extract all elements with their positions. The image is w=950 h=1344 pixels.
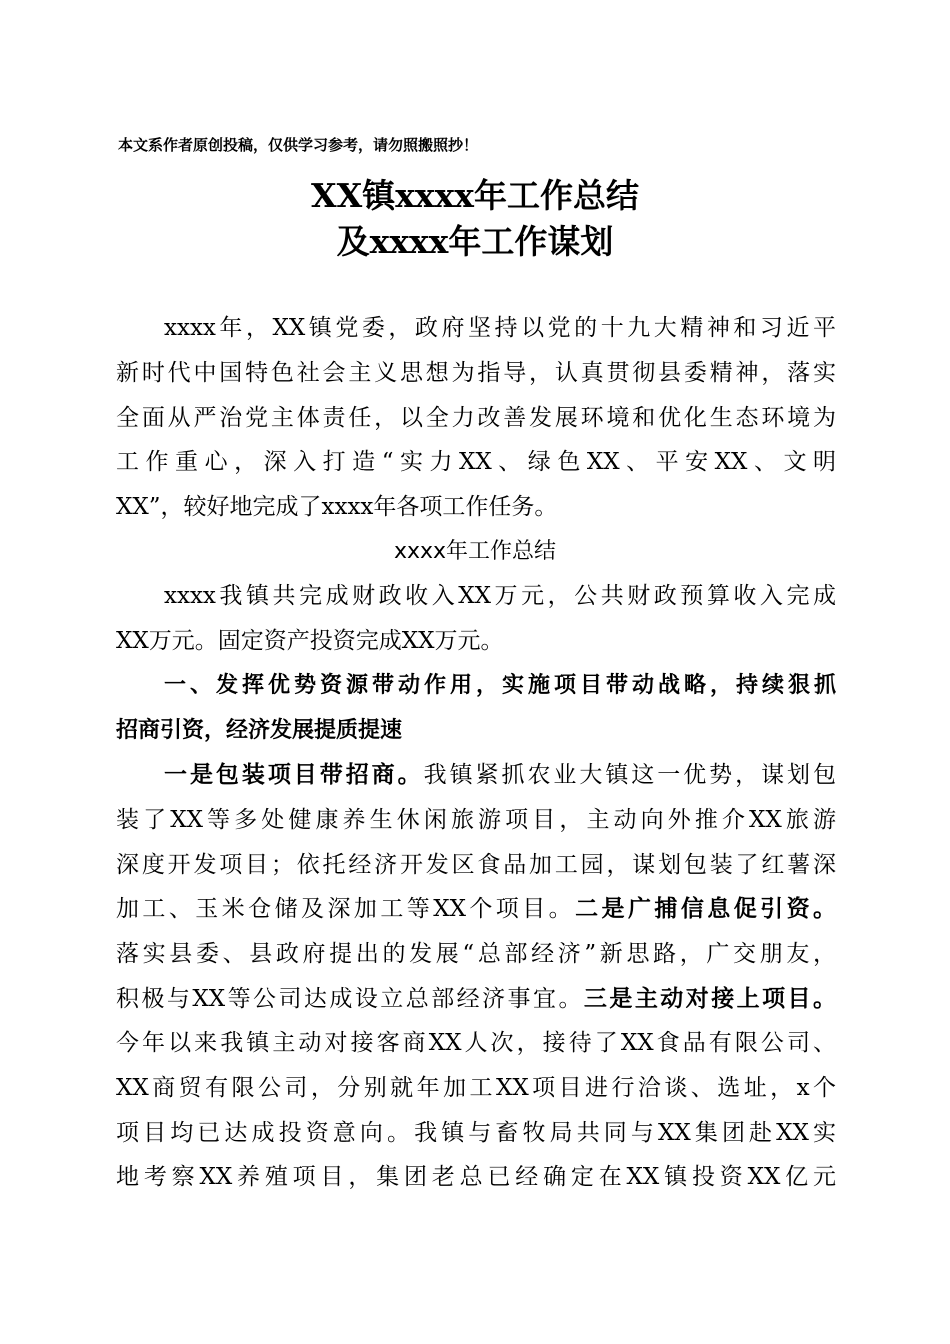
intro-paragraph-line: 工作重心，深入打造“实力XX、绿色XX、平安XX、文明 bbox=[116, 449, 836, 475]
intro-paragraph-line: 全面从严治党主体责任，以全力改善发展环境和优化生态环境为 bbox=[116, 405, 836, 431]
body-paragraph-line: XX商贸有限公司，分别就年加工XX项目进行洽谈、选址，x个 bbox=[116, 1075, 836, 1101]
subheading-one-line: 一、发挥优势资源带动作用，实施项目带动战略，持续狠抓 bbox=[164, 673, 836, 698]
body-paragraph-line: 地考察XX养殖项目，集团老总已经确定在XX镇投资XX亿元 bbox=[116, 1164, 836, 1190]
bold-lead-phrase: 二是广捕信息促引资。 bbox=[575, 895, 837, 922]
summary-paragraph-line: XX万元。固定资产投资完成XX万元。 bbox=[116, 628, 504, 654]
body-paragraph-line: 装了XX等多处健康养生休闲旅游项目，主动向外推介XX旅游 bbox=[116, 807, 836, 833]
body-paragraph-line bbox=[164, 760, 836, 790]
body-paragraph-line: 项目均已达成投资意向。我镇与畜牧局共同与XX集团赴XX实 bbox=[116, 1120, 836, 1146]
bold-lead-phrase: 一是包装项目带招商。 bbox=[164, 761, 424, 788]
body-paragraph-line: 今年以来我镇主动对接客商XX人次，接待了XX食品有限公司、 bbox=[116, 1030, 836, 1056]
section-heading: xxxx年工作总结 bbox=[393, 539, 557, 564]
intro-paragraph-line: XX”，较好地完成了xxxx年各项工作任务。 bbox=[116, 494, 558, 520]
document-title-line-1: XX镇xxxx年工作总结 bbox=[311, 176, 639, 215]
body-paragraph-line bbox=[116, 984, 836, 1014]
copyright-notice: 本文系作者原创投稿，仅供学习参考，请勿照搬照抄！ bbox=[118, 136, 479, 154]
body-text: 我镇紧抓农业大镇这一优势，谋划包 bbox=[423, 762, 837, 788]
body-paragraph-line bbox=[116, 894, 836, 924]
bold-lead-phrase: 三是主动对接上项目。 bbox=[583, 985, 837, 1012]
body-text: 积极与XX等公司达成设立总部经济事宜。 bbox=[116, 986, 584, 1012]
body-text: 加工、玉米仓储及深加工等XX个项目。 bbox=[116, 896, 576, 922]
intro-paragraph-line: xxxx年，XX镇党委，政府坚持以党的十九大精神和习近平 bbox=[164, 315, 836, 341]
body-paragraph-line: 落实县委、县政府提出的发展“总部经济”新思路，广交朋友， bbox=[116, 941, 836, 967]
intro-paragraph-line: 新时代中国特色社会主义思想为指导，认真贯彻县委精神，落实 bbox=[116, 360, 836, 386]
summary-paragraph-line: xxxx我镇共完成财政收入XX万元，公共财政预算收入完成 bbox=[164, 583, 836, 609]
document-title-line-2: 及xxxx年工作谋划 bbox=[336, 222, 614, 261]
body-paragraph-line: 深度开发项目；依托经济开发区食品加工园，谋划包装了红薯深 bbox=[116, 852, 836, 878]
subheading-one-line: 招商引资，经济发展提质提速 bbox=[116, 718, 403, 743]
